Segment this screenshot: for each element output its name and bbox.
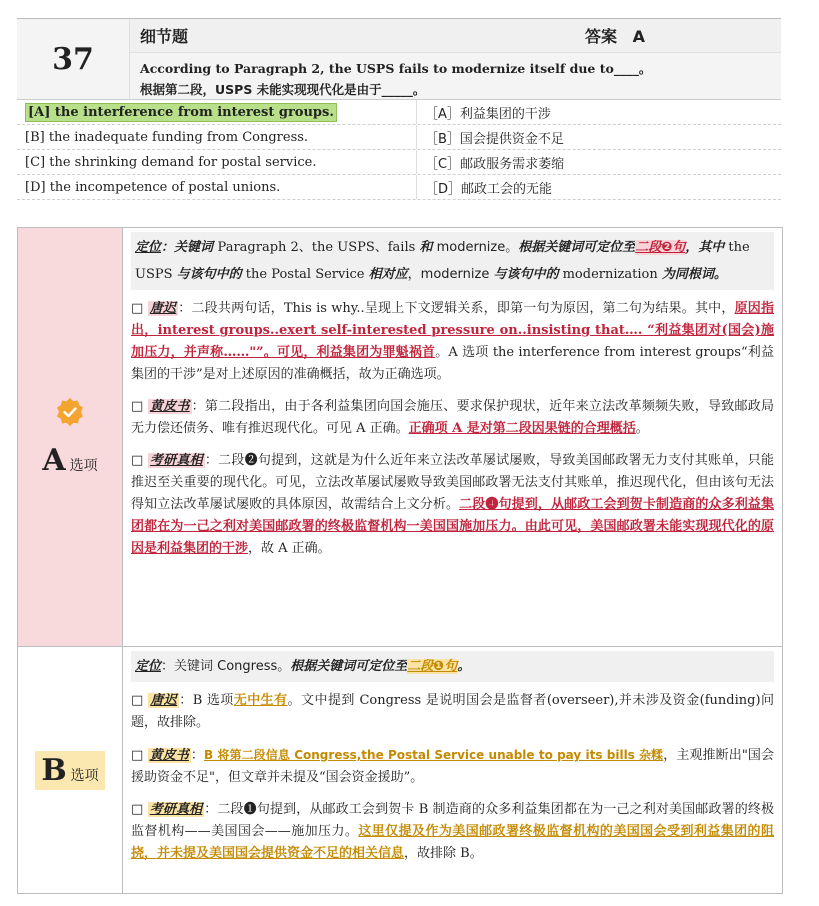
question-number: 37 [17, 19, 130, 99]
option-a-zh: ［A］利益集团的干涉 [425, 106, 551, 122]
option-a-kaoyanzhenxiang: □ 考研真相 ：二段❷句提到，这就是为什么近年来立法改革屡试屡败，导致美国邮政署无力支付其账单，只能推迟至关重要的现代化。可见，立法改革屡试屡败导致美国邮政署无法支付其账单，推迟现代化，但由该句无法得知立法改革屡试屡败的具体原因，故需结合上文分析。二段❹句提到，从邮政工会到贺卡制造商的众多利益集团都在为一己之利对美国邮政署的终极监督机构一美国国施加压力。由此可见，美国邮政署未能实现现代化的原因是利益集团的干涉，故 A 正确。 [131, 453, 774, 556]
check-badge-icon [55, 397, 85, 427]
option-row-c [17, 150, 781, 175]
option-b-letter: B选项 [35, 751, 104, 790]
locate-target-b: 二段❶句 [407, 659, 458, 674]
option-b-locate: 定位：关键词 Congress。根据关键词可定位至二段❶句。 [131, 651, 774, 682]
question-type-row [130, 19, 781, 53]
option-row-d [17, 175, 781, 200]
answer-label: 答案 [585, 27, 618, 46]
option-c-zh: ［C］邮政服务需求萎缩 [425, 156, 565, 172]
locate-target: 二段❷句 [635, 240, 686, 255]
tag-huangpishu: 黄皮书 [149, 399, 190, 414]
option-a-tangchi: □ 唐迟 ：二段共两句话，This is why..呈现上下文逻辑关系，即第一句为原因，第二句为结果。其中，原因指出，interest groups..exert self-interested pressure on..insisting that…. “利益集团对(国会)施加压力，并声称……"”。可见，利益集团为罪魁祸首。A 选项 the interference from interest groups“利益集团的干涉”是对上述原因的准确概括，故为正确选项。 [131, 301, 774, 382]
question-type: 细节题 [140, 27, 189, 46]
question-stem-area [130, 19, 781, 99]
question-stem [130, 53, 781, 100]
option-a-en: [A] the interference from interest groups. [25, 103, 337, 122]
option-d-zh: ［D］邮政工会的无能 [425, 181, 553, 197]
analysis-row-a [18, 228, 782, 647]
question-header [17, 19, 781, 100]
option-a-letter: A选项 [42, 442, 98, 478]
option-b-kaoyanzhenxiang: □ 考研真相 ：二段❶句提到，从邮政工会到贺卡 B 制造商的众多利益集团都在为一己之利对美国邮政署的终极监督机构——美国国会——施加压力。这里仅提及作为美国邮政署终极监督机构的美国国会受到利益集团的阻挠，并未提及美国国会提供资金不足的相关信息，故排除 B。 [131, 802, 774, 861]
option-b-en: [B] the inadequate funding from Congress. [17, 125, 417, 149]
option-b-huangpishu: □ 黄皮书 ：B 将第二段信息 Congress,the Postal Service unable to pay its bills 杂糅，主观推断出"国会援助资金不足"，但文章并未提及“国会资金援助”。 [131, 748, 774, 785]
analysis-table [17, 227, 783, 894]
option-b-analysis [123, 647, 782, 893]
option-a-huangpishu: □ 黄皮书 ：第二段指出，由于各利益集团向国会施压、要求保护现状，近年来立法改革频频失败，导致邮政局无力偿还债务、唯有推迟现代化。可见 A 正确。正确项 A 是对第二段因果链的合理概括。 [131, 399, 774, 436]
option-row-a [17, 100, 781, 125]
option-d-en: [D] the incompetence of postal unions. [17, 175, 417, 199]
option-c-en: [C] the shrinking demand for postal service. [17, 150, 417, 174]
question-table [17, 18, 781, 200]
locate-label: 定位 [135, 240, 162, 255]
option-a-analysis [123, 228, 782, 646]
tag-tangchi: 唐迟 [149, 301, 177, 316]
stem-chinese: 根据第二段，USPS 未能实现现代化是由于_____。 [140, 82, 426, 97]
analysis-row-b [18, 647, 782, 893]
stem-english: According to Paragraph 2, the USPS fails to modernize itself due to____。 [140, 61, 652, 76]
option-b-tangchi: □ 唐迟 ：B 选项无中生有。文中提到 Congress 是说明国会是监督者(overseer),并未涉及资金(funding)问题，故排除。 [131, 693, 774, 730]
answer-area [585, 24, 645, 47]
option-b-label-cell [18, 647, 123, 893]
option-b-zh: ［B］国会提供资金不足 [425, 131, 564, 147]
answer-value: A [632, 27, 645, 46]
option-a-locate: 定位：关键词 Paragraph 2、the USPS、fails 和 modernize。根据关键词可定位至二段❷句，其中 the USPS 与该句中的 the Postal Service 相对应，modernize 与该句中的 modernization 为同根词。 [131, 232, 774, 290]
option-a-label-cell [18, 228, 123, 646]
option-row-b [17, 125, 781, 150]
tag-kaoyanzhenxiang: 考研真相 [149, 453, 203, 468]
